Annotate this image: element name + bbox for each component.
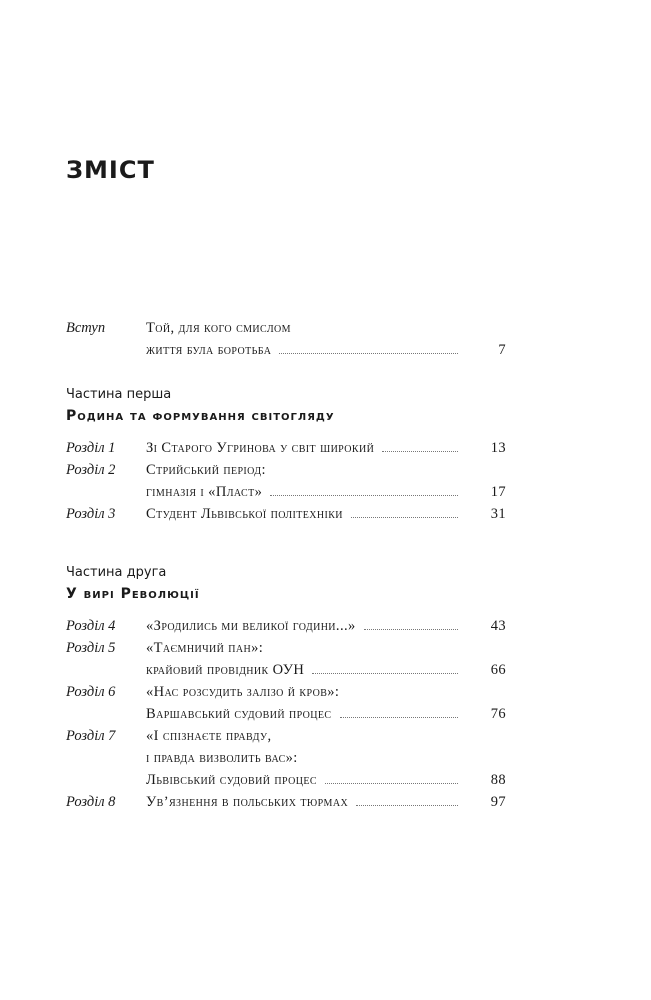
entry-label: Розділ 3 [66, 506, 116, 522]
toc-part-1 [66, 385, 506, 525]
entry-label: Розділ 7 [66, 728, 116, 744]
entry-title: життя була боротьба [146, 342, 272, 358]
entry-label: Розділ 6 [66, 684, 116, 700]
entry-label: Розділ 5 [66, 640, 116, 656]
entry-label: Вступ [66, 320, 106, 336]
entry-title: Львівський судовий процес [146, 772, 317, 788]
page-number: 88 [490, 772, 506, 788]
toc-entry [66, 791, 506, 813]
page-number: 17 [490, 484, 506, 500]
entry-title: крайовий провідник ОУН [146, 662, 305, 678]
toc-entry [66, 637, 506, 681]
entry-label: Розділ 8 [66, 794, 116, 810]
entry-title: «Зродились ми великої години...» [146, 618, 356, 634]
page-number: 13 [490, 440, 506, 456]
dot-leader [351, 517, 458, 518]
entry-title: Зі Старого Угринова у світ широкий [146, 440, 375, 456]
dot-leader [356, 805, 458, 806]
dot-leader [279, 353, 458, 354]
toc-entry [66, 437, 506, 459]
entry-title: «Таємничий пан»: [146, 640, 264, 656]
toc-entry [66, 615, 506, 637]
toc-entry [66, 725, 506, 791]
entry-title: «Нас розсудить залізо й кров»: [146, 684, 340, 700]
dot-leader [364, 629, 458, 630]
page-number: 66 [490, 662, 506, 678]
page-number: 31 [490, 506, 506, 522]
entry-label: Розділ 1 [66, 440, 116, 456]
entry-label: Розділ 4 [66, 618, 116, 634]
page-number: 76 [490, 706, 506, 722]
dot-leader [270, 495, 458, 496]
entry-title: «І спізнаєте правду, [146, 728, 272, 744]
entry-title: Ув’язнення в польських тюрмах [146, 794, 349, 810]
page-number: 7 [498, 342, 506, 358]
entry-label: Розділ 2 [66, 462, 116, 478]
dot-leader [312, 673, 458, 674]
part-label: Частина перша [66, 387, 172, 402]
toc-entry [66, 503, 506, 525]
entry-title: Стрийський період: [146, 462, 266, 478]
entry-title: і правда визволить вас»: [146, 750, 298, 766]
toc-intro [66, 317, 506, 361]
toc-entry [66, 681, 506, 725]
entry-title: Той, для кого смислом [146, 320, 291, 336]
dot-leader [382, 451, 458, 452]
page-number: 43 [490, 618, 506, 634]
dot-leader [340, 717, 459, 718]
toc-part-2 [66, 563, 506, 813]
toc-entry [66, 459, 506, 503]
part-label: Частина друга [66, 565, 167, 580]
dot-leader [325, 783, 458, 784]
part-heading: У вирі Революції [66, 586, 200, 602]
page-number: 97 [490, 794, 506, 810]
entry-title: Варшавський судовий процес [146, 706, 332, 722]
entry-title: гімназія і «Пласт» [146, 484, 263, 500]
part-heading: Родина та формування світогляду [66, 408, 335, 424]
page-title: ЗМІСТ [66, 156, 155, 184]
entry-title: Студент Львівської політехніки [146, 506, 343, 522]
toc-entry [66, 317, 506, 361]
